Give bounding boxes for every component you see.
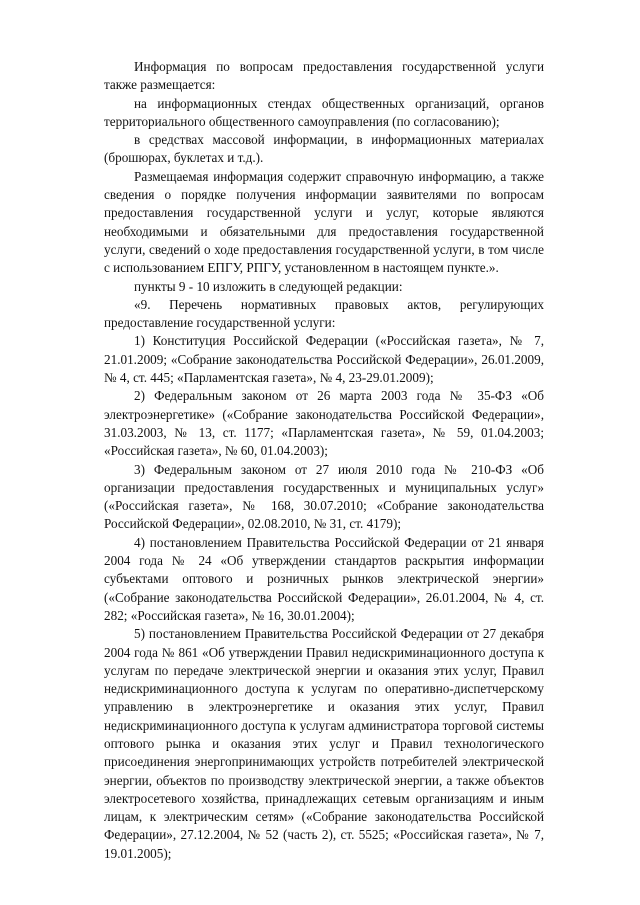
list-item-3-law-210fz: 3) Федеральным законом от 27 июля 2010 года № 210-ФЗ «Об организации предоставления государственных и муниципальных услуг» («Российская газета», № 168, 30.07.2010; «Собрание законодательства Российской Федерации», 02.08.2010, № 31, ст. 4179); xyxy=(104,461,544,532)
paragraph-info-placement: Информация по вопросам предоставления государственной услуги также размещается: xyxy=(104,59,544,93)
list-item-4-resolution-24: 4) постановлением Правительства Российской Федерации от 21 января 2004 года № 24 «Об утверждении стандартов раскрытия информации субъектами оптового и розничных рынков электрической энергии» («Собрание законодательства Российской Федерации», 26.01.2004, № 4, ст. 282; «Российская газета», № 16, 30.01.2004); xyxy=(104,534,544,623)
paragraph-info-stands: на информационных стендах общественных организаций, органов территориального общественного самоуправления (по согласованию); xyxy=(104,95,544,129)
paragraph-amendment-intro: пункты 9 - 10 изложить в следующей редакции: xyxy=(134,278,403,294)
paragraph-item-9-heading: «9. Перечень нормативных правовых актов, регулирующих предоставление государственной услуги: xyxy=(104,296,544,331)
paragraph-mass-media: в средствах массовой информации, в информационных материалах (брошюрах, буклетах и т.д.). xyxy=(104,132,544,166)
list-item-5-resolution-861: 5) постановлением Правительства Российской Федерации от 27 декабря 2004 года № 861 «Об утверждении Правил недискриминационного доступа к услугам по передаче электрической энергии и оказания этих услуг, Правил недискриминационного доступа к услугам по оперативно-диспетчерскому управлению в электроэнергетике и оказания этих услуг, Правил недискриминационного доступа к услугам администратора торговой системы оптового рынка и оказания этих услуг и Правил технологического присоединения энергопринимающих устройств потребителей электрической энергии, объектов по производству электрической энергии, а также объектов электросетевого хозяйства, принадлежащих сетевым организациям и иным лицам, к электрическим сетям» («Собрание законодательства Российской Федерации», 27.12.2004, № 52 (часть 2), ст. 5525; «Российская газета», № 7, 19.01.2005); xyxy=(104,626,544,861)
document-body xyxy=(104,58,544,863)
paragraph-info-content: Размещаемая информация содержит справочную информацию, а также сведения о порядке получения информации заявителями по вопросам предоставления государственной услуги и услуг, которые являются необходимыми и обязательными для предоставления государственной услуги, сведений о ходе предоставления государственной услуги, в том числе с использованием ЕПГУ, РПГУ, установленном в настоящем пункте.». xyxy=(104,168,544,276)
list-item-1-constitution: 1) Конституция Российской Федерации («Российская газета», № 7, 21.01.2009; «Собрание законодательства Российской Федерации», 26.01.2009, № 4, ст. 445; «Парламентская газета», № 4, 23-29.01.2009); xyxy=(104,333,544,386)
list-item-2-law-35fz: 2) Федеральным законом от 26 марта 2003 года № 35-ФЗ «Об электроэнергетике» («Собрание законодательства Российской Федерации», 31.03.2003, № 13, ст. 1177; «Парламентская газета», № 59, 01.04.2003; «Российская газета», № 60, 01.04.2003); xyxy=(104,388,544,459)
